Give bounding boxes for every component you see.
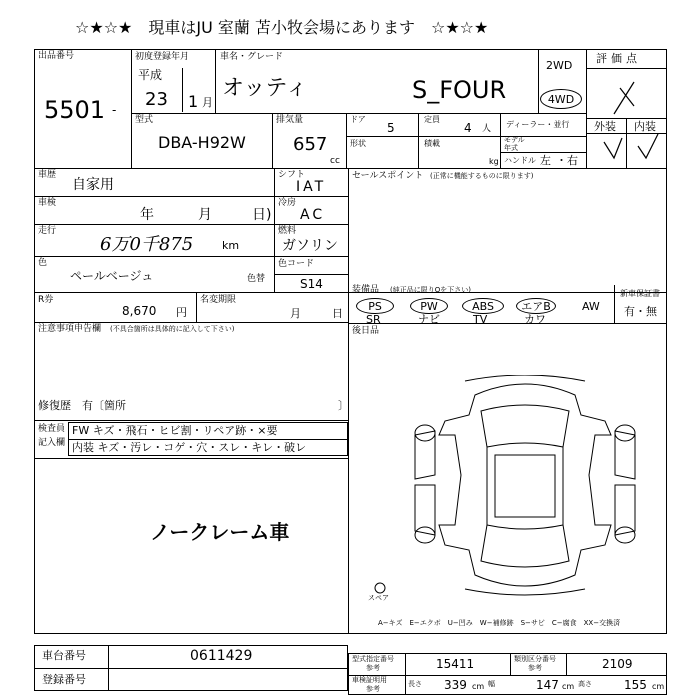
model-year-label1: モデル <box>504 136 525 144</box>
door-value: 5 <box>387 121 395 135</box>
first-reg-month: 1 <box>188 92 199 111</box>
equip-navi: ナビ <box>418 313 440 326</box>
eval-exterior-label: 外装 <box>594 120 616 133</box>
dealer-label: ディーラー・並行 <box>506 120 570 129</box>
damage-legend: A−キズ E−エクボ U−凹み W−補修跡 S−サビ C−腐食 XX−交換済 <box>378 619 621 627</box>
no-claim-stamp: ノークレーム車 <box>150 520 290 544</box>
notice-label: 注意事項申告欄 <box>38 324 102 334</box>
rear-item-label: 後日品 <box>352 326 380 336</box>
first-reg-month-unit: 月 <box>202 96 213 109</box>
first-reg-era: 平成 <box>138 68 163 82</box>
repair-value: 有〔箇所 <box>82 399 126 412</box>
color-code-label: 色コード <box>278 259 315 269</box>
height-unit: cm <box>652 682 665 691</box>
equip-note: (純正品に限りOを下さい) <box>390 286 471 294</box>
cert-label: 車検証明用 <box>352 676 387 684</box>
drive-4wd-circled: 4WD <box>540 89 582 109</box>
recycle-value: 8,670 <box>122 304 157 318</box>
shape-label: 形状 <box>350 139 366 148</box>
lot-dash: - <box>112 103 117 117</box>
disp-value: 657 <box>293 134 328 155</box>
new-guarantee-label: 新車保証書 <box>620 289 660 298</box>
class-value: 2109 <box>602 657 633 671</box>
equip-pw: PW <box>410 298 448 314</box>
meigi-day: 日 <box>332 307 343 320</box>
load-label: 積載 <box>424 139 440 148</box>
first-reg-year: 23 <box>145 89 168 110</box>
disp-unit: cc <box>330 156 340 166</box>
inspector-label1: 検査員 <box>38 424 66 434</box>
fuel-label: 燃料 <box>278 226 297 236</box>
equip-label: 装備品 <box>352 285 380 295</box>
equip-abs: ABS <box>462 298 504 314</box>
lot-number: 5501 <box>44 96 106 124</box>
handle-label: ハンドル <box>504 156 536 165</box>
meigi-month: 月 <box>290 307 301 320</box>
eval-label: 評価点 <box>596 52 641 65</box>
cert-sub: 参考 <box>366 685 380 693</box>
repair-label: 修復歴 <box>38 399 71 412</box>
equip-aw: AW <box>582 300 600 313</box>
header-banner: ☆★☆★ 現車はJU 室蘭 苫小牧会場にあります ☆★☆★ <box>75 18 489 37</box>
first-reg-label: 初度登録年月 <box>135 52 190 62</box>
handle-left: 左 <box>540 154 551 167</box>
equip-ps: PS <box>356 298 394 314</box>
mileage-unit: km <box>222 239 240 252</box>
inspection-day: 日) <box>252 207 272 223</box>
ac-label: 冷房 <box>278 198 297 208</box>
color-label: 色 <box>38 258 48 268</box>
length-value: 339 <box>444 678 467 692</box>
inspector-row-2: 内装 キズ・汚レ・コゲ・穴・スレ・キレ・破レ <box>72 441 307 454</box>
history-value: 自家用 <box>72 177 114 193</box>
eval-check-marks <box>586 68 667 168</box>
inspection-month: 月 <box>198 207 212 223</box>
inspection-year: 年 <box>140 207 154 223</box>
model-label: 型式 <box>135 115 154 125</box>
car-name: オッティ <box>222 76 308 101</box>
meigi-label: 名変期限 <box>200 295 237 305</box>
handle-right: 右 <box>567 154 578 167</box>
notice-note: (不具合箇所は具体的に記入して下さい) <box>110 325 235 333</box>
equip-tv: TV <box>473 313 488 326</box>
length-unit: cm <box>472 682 485 691</box>
equip-sr: SR <box>366 313 381 326</box>
recycle-label: R券 <box>38 295 54 305</box>
equip-airbag: エアB <box>516 298 556 314</box>
chassis-value: 0611429 <box>190 648 253 664</box>
repair-close: 〕 <box>338 399 349 412</box>
width-unit: cm <box>562 682 575 691</box>
capacity-value: 4 <box>464 121 472 135</box>
mileage-value: 6万0千875 <box>100 234 194 255</box>
height-label: 高さ <box>578 680 592 688</box>
sales-note: (正常に機能するものに限ります) <box>430 172 534 180</box>
type-label: 型式指定番号 <box>352 655 394 663</box>
load-unit: kg <box>489 157 499 166</box>
new-guarantee-yes-no: 有・無 <box>624 305 657 318</box>
ac-value: AC <box>300 207 326 223</box>
inspector-label2: 記入欄 <box>38 438 66 448</box>
car-grade: S_FOUR <box>412 76 507 104</box>
model-value: DBA-H92W <box>158 133 246 152</box>
class-sub: 参考 <box>528 664 542 672</box>
class-label: 類別区分番号 <box>514 655 556 663</box>
car-name-label: 車名・グレード <box>220 52 284 62</box>
spare-tire-icon <box>372 580 388 596</box>
color-code-value: S14 <box>300 277 323 291</box>
sales-label: セールスポイント <box>352 171 424 181</box>
inspector-row-1: FW キズ・飛石・ヒビ割・リペア跡・×要 <box>72 424 278 437</box>
width-value: 147 <box>536 678 559 692</box>
disp-label: 排気量 <box>276 115 304 125</box>
type-value: 15411 <box>436 657 475 671</box>
mileage-label: 走行 <box>38 226 57 236</box>
car-damage-diagram <box>405 375 645 615</box>
eval-interior-label: 内装 <box>634 120 656 133</box>
height-value: 155 <box>624 678 647 692</box>
fuel-value: ガソリン <box>282 238 338 254</box>
shift-label: シフト <box>278 170 306 180</box>
model-year-label2: 年式 <box>504 144 518 152</box>
equip-leather: カワ <box>524 313 546 326</box>
color-value: ペールベージュ <box>70 269 154 283</box>
width-label: 幅 <box>488 680 495 688</box>
history-label: 車歴 <box>38 170 57 180</box>
register-label: 登録番号 <box>42 673 86 686</box>
type-sub: 参考 <box>366 664 380 672</box>
drive-2wd: 2WD <box>546 59 573 72</box>
capacity-label: 定員 <box>424 115 440 124</box>
length-label: 長さ <box>408 680 422 688</box>
door-label: ドア <box>350 115 366 124</box>
inspection-label: 車検 <box>38 198 57 208</box>
chassis-label: 車台番号 <box>42 649 86 662</box>
capacity-unit: 人 <box>482 124 492 134</box>
color-change-label: 色替 <box>247 274 266 284</box>
spare-label: スペア <box>368 594 389 602</box>
recycle-unit: 円 <box>176 306 187 319</box>
lot-label: 出品番号 <box>38 51 75 61</box>
shift-value: IAT <box>296 179 327 195</box>
